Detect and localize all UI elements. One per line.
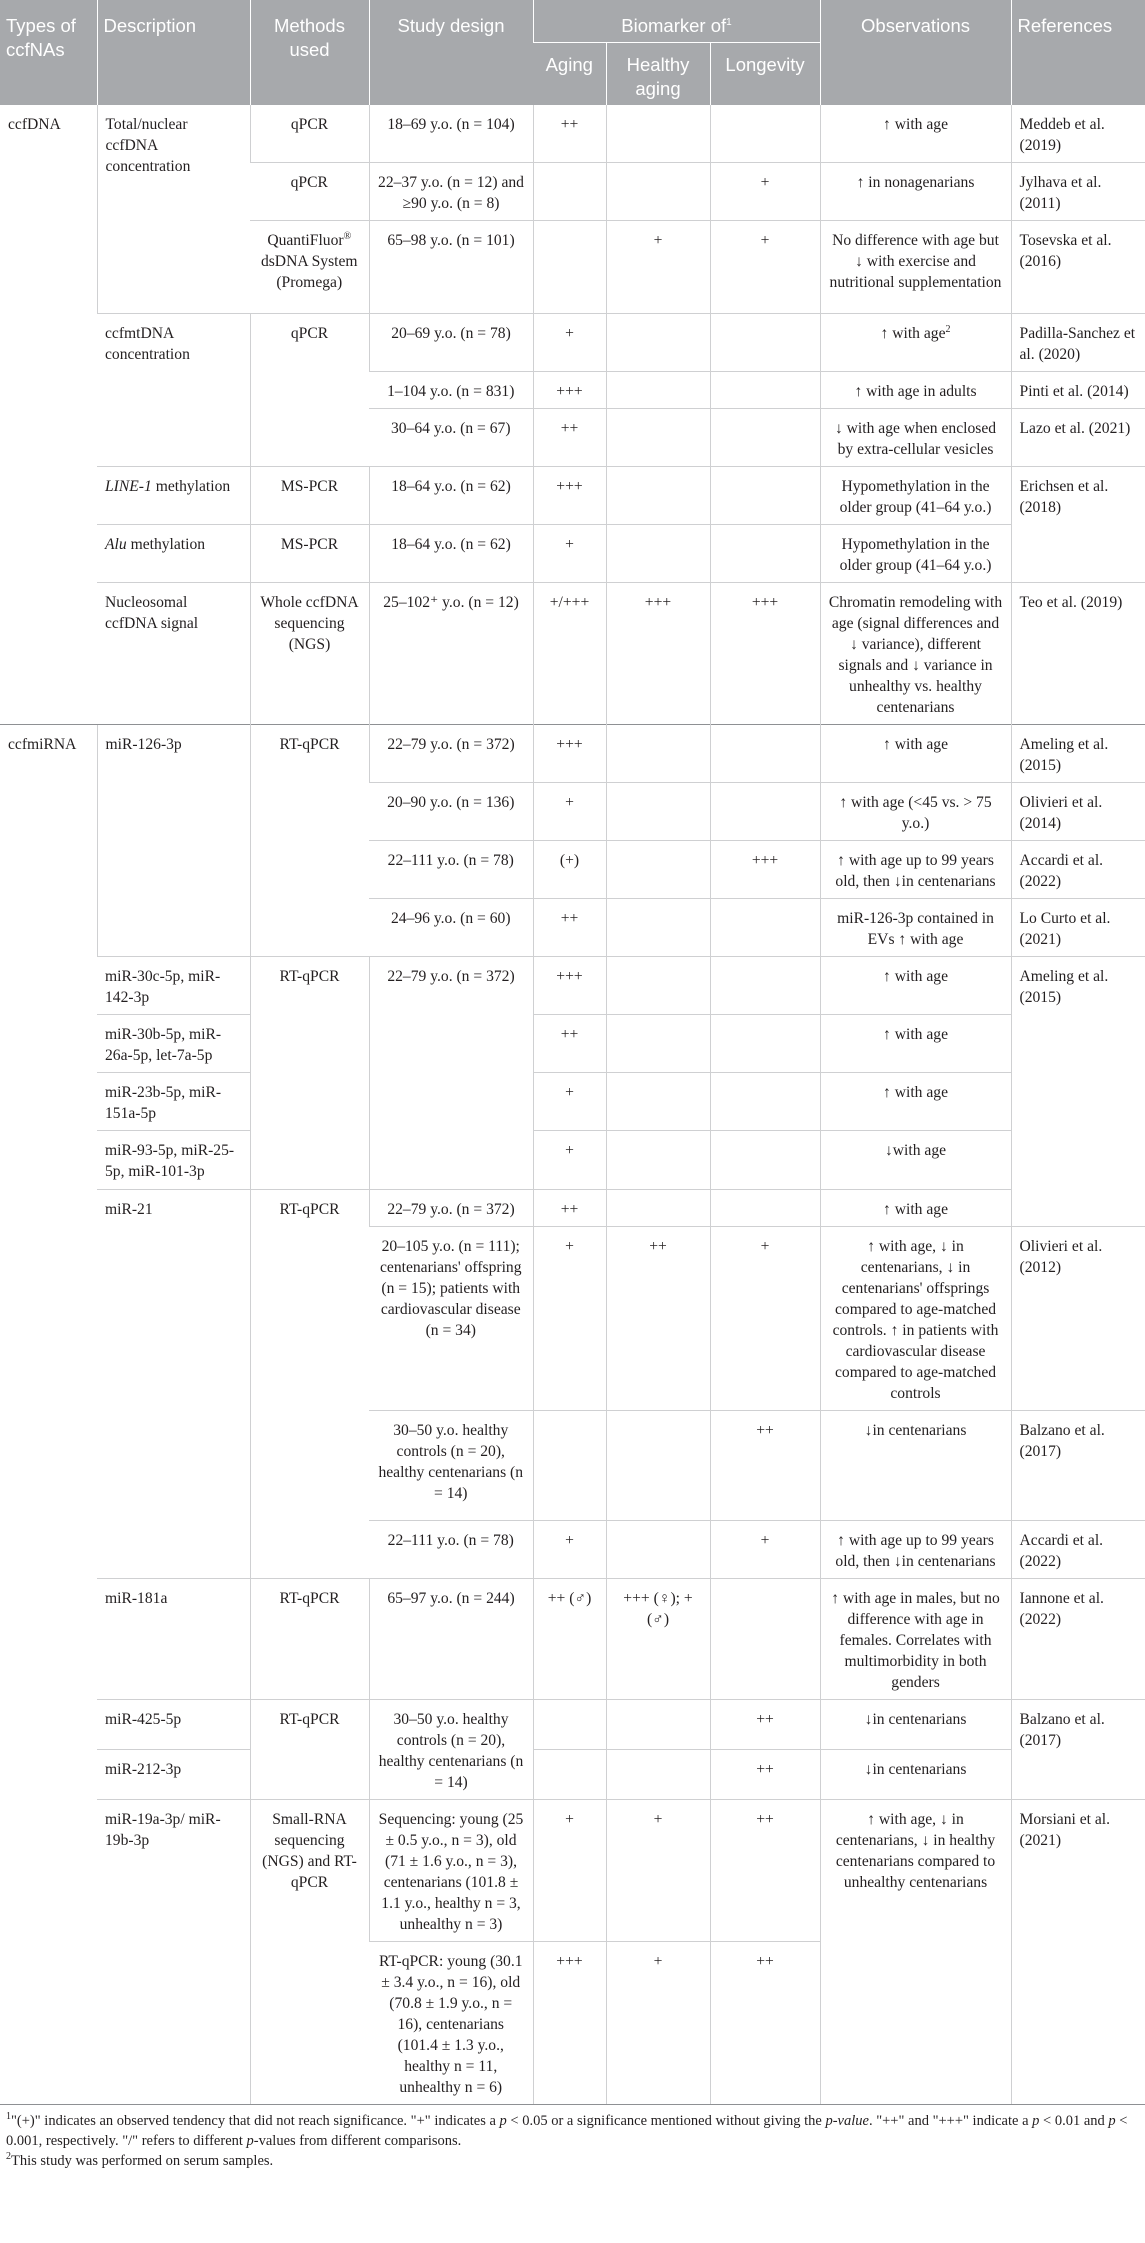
- healthy-aging-cell: [606, 467, 710, 525]
- reference-cell: Balzano et al. (2017): [1011, 1411, 1145, 1521]
- healthy-aging-cell: ++: [606, 1227, 710, 1411]
- table-row: [0, 1750, 1145, 1800]
- table-row: [0, 1015, 1145, 1073]
- aging-cell: [533, 221, 606, 314]
- footnote-2-marker: 2: [6, 2151, 11, 2163]
- method-cell: RT-qPCR: [250, 1579, 369, 1700]
- description-cell: miR-93-5p, miR-25-5p, miR-101-3p: [97, 1131, 250, 1190]
- table-row: [0, 314, 1145, 372]
- observation-cell: ↑ with age: [820, 1073, 1011, 1131]
- longevity-cell: +: [710, 1227, 820, 1411]
- healthy-aging-cell: +: [606, 221, 710, 314]
- footnote-1-text-b: < 0.05 or a significance mentioned without giving the: [506, 2113, 826, 2129]
- header-study-design: Study design: [369, 0, 533, 105]
- reference-cell: Olivieri et al. (2012): [1011, 1227, 1145, 1411]
- aging-cell: [533, 1700, 606, 1750]
- description-cell: Nucleosomal ccfDNA signal: [97, 583, 250, 725]
- aging-cell: +++: [533, 957, 606, 1015]
- longevity-cell: [710, 1073, 820, 1131]
- header-healthy-aging: Healthy aging: [606, 43, 710, 106]
- aging-cell: ++: [533, 409, 606, 467]
- design-cell: 22–111 y.o. (n = 78): [369, 1521, 533, 1579]
- method-cell: RT-qPCR: [250, 957, 369, 1190]
- observation-cell: ↑ with age: [820, 725, 1011, 783]
- longevity-cell: [710, 783, 820, 841]
- header-biomarker-label: Biomarker of: [621, 15, 727, 36]
- longevity-cell: +++: [710, 583, 820, 725]
- design-cell: 20–90 y.o. (n = 136): [369, 783, 533, 841]
- observation-text: ↑ with age: [880, 325, 946, 342]
- aging-cell: +++: [533, 725, 606, 783]
- observation-cell: ↓in centenarians: [820, 1700, 1011, 1750]
- design-cell: 22–79 y.o. (n = 372): [369, 725, 533, 783]
- design-cell: 24–96 y.o. (n = 60): [369, 899, 533, 957]
- healthy-aging-cell: [606, 105, 710, 163]
- reference-cell: Olivieri et al. (2014): [1011, 783, 1145, 841]
- observation-cell: ↑ with age, ↓ in centenarians, ↓ in healthy centenarians compared to unhealthy centenarians: [820, 1800, 1011, 2105]
- description-cell: miR-425-5p: [97, 1700, 250, 1750]
- method-cell: Small-RNA sequencing (NGS) and RT-qPCR: [250, 1800, 369, 2105]
- reference-cell: Tosevska et al. (2016): [1011, 221, 1145, 314]
- healthy-aging-cell: [606, 1131, 710, 1190]
- observation-cell: ↑ with age, ↓ in centenarians, ↓ in centenarians' offsprings compared to age-matched controls. ↑ in patients with cardiovascular disease compared to age-matched controls: [820, 1227, 1011, 1411]
- method-cell: MS-PCR: [250, 525, 369, 583]
- header-observations: Observations: [820, 0, 1011, 105]
- healthy-aging-cell: [606, 1190, 710, 1227]
- observation-cell: ↑ with age: [820, 1015, 1011, 1073]
- aging-cell: +: [533, 1227, 606, 1411]
- observation-cell: ↓with age: [820, 1131, 1011, 1190]
- aging-cell: +++: [533, 372, 606, 409]
- design-cell: 22–111 y.o. (n = 78): [369, 841, 533, 899]
- healthy-aging-cell: +++: [606, 583, 710, 725]
- footnote-1-text-f: -values from different comparisons.: [253, 2133, 462, 2149]
- observation-cell: ↑ with age: [820, 1190, 1011, 1227]
- reference-cell: Morsiani et al. (2021): [1011, 1800, 1145, 2105]
- method-cell: RT-qPCR: [250, 725, 369, 957]
- footnote-1-p3: p: [1032, 2113, 1040, 2129]
- longevity-cell: [710, 1579, 820, 1700]
- reference-cell: Lazo et al. (2021): [1011, 409, 1145, 467]
- aging-cell: +++: [533, 467, 606, 525]
- description-cell: miR-126-3p: [97, 725, 250, 957]
- table-row: [0, 1800, 1145, 1942]
- design-cell: 30–64 y.o. (n = 67): [369, 409, 533, 467]
- healthy-aging-cell: [606, 525, 710, 583]
- aging-cell: +++: [533, 1942, 606, 2105]
- longevity-cell: [710, 409, 820, 467]
- longevity-cell: ++: [710, 1750, 820, 1800]
- longevity-cell: +: [710, 1521, 820, 1579]
- reference-cell: Lo Curto et al. (2021): [1011, 899, 1145, 957]
- description-cell: miR-30c-5p, miR-142-3p: [97, 957, 250, 1015]
- longevity-cell: +: [710, 221, 820, 314]
- healthy-aging-cell: [606, 1750, 710, 1800]
- healthy-aging-cell: [606, 1521, 710, 1579]
- group-cell-ccfdna: ccfDNA: [8, 116, 61, 133]
- aging-cell: ++: [533, 1015, 606, 1073]
- footnote-1-text-a: "(+)" indicates an observed tendency that did not reach significance. "+" indicates a: [11, 2113, 500, 2129]
- header-methods: Methods used: [250, 0, 369, 105]
- longevity-cell: [710, 1190, 820, 1227]
- table-row: [0, 105, 1145, 163]
- method-name: QuantiFluor: [267, 232, 344, 249]
- aging-cell: [533, 1750, 606, 1800]
- footnote-1-text-e: < 0.001, respectively. "/" refers to different: [6, 2113, 1128, 2149]
- healthy-aging-cell: [606, 841, 710, 899]
- footnote-1-text-d: < 0.01 and: [1039, 2113, 1109, 2129]
- healthy-aging-cell: [606, 1700, 710, 1750]
- method-cell: RT-qPCR: [250, 1700, 369, 1800]
- method-cell: qPCR: [250, 314, 369, 467]
- gene-name: LINE-1: [105, 478, 152, 495]
- method-detail: dsDNA System (Promega): [260, 253, 358, 291]
- description-text: methylation: [130, 536, 206, 553]
- description-cell: miR-23b-5p, miR-151a-5p: [97, 1073, 250, 1131]
- observation-cell: ↑ with age in adults: [820, 372, 1011, 409]
- reference-cell: Meddeb et al. (2019): [1011, 105, 1145, 163]
- footnote-1-p2: p-value: [825, 2113, 869, 2129]
- observation-cell: ↑ with age: [820, 105, 1011, 163]
- design-cell: 20–69 y.o. (n = 78): [369, 314, 533, 372]
- method-cell: qPCR: [250, 105, 369, 163]
- observation-cell: ↓in centenarians: [820, 1750, 1011, 1800]
- healthy-aging-cell: [606, 725, 710, 783]
- healthy-aging-cell: [606, 1411, 710, 1521]
- method-cell: Whole ccfDNA sequencing (NGS): [250, 583, 369, 725]
- footnote-1: [6, 2111, 1139, 2151]
- method-cell: [250, 221, 369, 314]
- aging-cell: +: [533, 1073, 606, 1131]
- design-cell: 22–79 y.o. (n = 372): [369, 957, 533, 1190]
- description-cell: miR-19a-3p/ miR-19b-3p: [97, 1800, 250, 2105]
- observation-cell: ↑ with age (<45 vs. > 75 y.o.): [820, 783, 1011, 841]
- table-row: [0, 525, 1145, 583]
- table-row: [0, 583, 1145, 725]
- healthy-aging-cell: [606, 899, 710, 957]
- description-cell: miR-21: [97, 1190, 250, 1579]
- aging-cell: ++: [533, 105, 606, 163]
- header-types: Types of ccfNAs: [0, 0, 97, 105]
- observation-cell: Chromatin remodeling with age (signal differences and ↓ variance), different signals and ↓ variance in unhealthy vs. healthy centenarians: [820, 583, 1011, 725]
- table-row: [0, 1579, 1145, 1700]
- aging-cell: +: [533, 1131, 606, 1190]
- longevity-cell: [710, 1015, 820, 1073]
- reference-cell: Erichsen et al. (2018): [1011, 467, 1145, 583]
- reference-cell: Padilla-Sanchez et al. (2020): [1011, 314, 1145, 372]
- table-row: [0, 1131, 1145, 1190]
- design-cell: 22–79 y.o. (n = 372): [369, 1190, 533, 1227]
- reference-cell: Accardi et al. (2022): [1011, 841, 1145, 899]
- observation-cell: ↑ with age up to 99 years old, then ↓in centenarians: [820, 1521, 1011, 1579]
- longevity-cell: +: [710, 163, 820, 221]
- aging-cell: +: [533, 1521, 606, 1579]
- reference-cell: Teo et al. (2019): [1011, 583, 1145, 725]
- healthy-aging-cell: [606, 1073, 710, 1131]
- design-cell: 1–104 y.o. (n = 831): [369, 372, 533, 409]
- footnote-1-marker: 1: [6, 2111, 11, 2123]
- longevity-cell: ++: [710, 1700, 820, 1750]
- observation-cell: [820, 314, 1011, 372]
- table-footnotes: [0, 2104, 1145, 2171]
- method-cell: MS-PCR: [250, 467, 369, 525]
- group-cell-ccfmirna: ccfmiRNA: [0, 725, 97, 2105]
- reference-cell: Ameling et al. (2015): [1011, 957, 1145, 1190]
- design-cell: 30–50 y.o. healthy controls (n = 20), healthy centenarians (n = 14): [369, 1411, 533, 1521]
- healthy-aging-cell: [606, 409, 710, 467]
- footnote-1-text-c: . "++" and "+++" indicate a: [868, 2113, 1033, 2129]
- method-cell: qPCR: [250, 163, 369, 221]
- observation-cell: ↑ with age up to 99 years old, then ↓in centenarians: [820, 841, 1011, 899]
- observation-cell: miR-126-3p contained in EVs ↑ with age: [820, 899, 1011, 957]
- description-cell: miR-30b-5p, miR-26a-5p, let-7a-5p: [97, 1015, 250, 1073]
- aging-cell: +: [533, 783, 606, 841]
- longevity-cell: ++: [710, 1942, 820, 2105]
- longevity-cell: [710, 899, 820, 957]
- healthy-aging-cell: [606, 372, 710, 409]
- longevity-cell: [710, 372, 820, 409]
- design-cell: Sequencing: young (25 ± 0.5 y.o., n = 3), old (71 ± 1.6 y.o., n = 3), centenarians (101.8 ± 1.1 y.o., healthy n = 3, unhealthy n = 3): [369, 1800, 533, 1942]
- design-cell: 25–102⁺ y.o. (n = 12): [369, 583, 533, 725]
- aging-cell: [533, 163, 606, 221]
- design-cell: 20–105 y.o. (n = 111); centenarians' offspring (n = 15); patients with cardiovascular disease (n = 34): [369, 1227, 533, 1411]
- footnote-2: [6, 2151, 1139, 2171]
- healthy-aging-cell: +: [606, 1942, 710, 2105]
- longevity-cell: [710, 314, 820, 372]
- aging-cell: ++: [533, 899, 606, 957]
- gene-name: Alu: [105, 536, 127, 553]
- footnote-1-p1: p: [499, 2113, 507, 2129]
- design-cell: 65–97 y.o. (n = 244): [369, 1579, 533, 1700]
- longevity-cell: ++: [710, 1800, 820, 1942]
- observation-cell: ↑ with age in males, but no difference with age in females. Correlates with multimorbidity in both genders: [820, 1579, 1011, 1700]
- aging-cell: [533, 1411, 606, 1521]
- registered-mark: ®: [343, 230, 352, 242]
- header-references: References: [1011, 0, 1145, 105]
- design-cell: RT-qPCR: young (30.1 ± 3.4 y.o., n = 16), old (70.8 ± 1.9 y.o., n = 16), centenarians (101.4 ± 1.3 y.o., healthy n = 11, unhealthy n = 6): [369, 1942, 533, 2105]
- longevity-cell: [710, 725, 820, 783]
- reference-cell: Ameling et al. (2015): [1011, 725, 1145, 783]
- description-cell: miR-212-3p: [97, 1750, 250, 1800]
- table-header: [0, 0, 1145, 105]
- observation-cell: ↑ with age: [820, 957, 1011, 1015]
- design-cell: 18–64 y.o. (n = 62): [369, 467, 533, 525]
- observation-cell: Hypomethylation in the older group (41–64 y.o.): [820, 525, 1011, 583]
- aging-cell: ++: [533, 1190, 606, 1227]
- table-body: [0, 105, 1145, 2104]
- aging-cell: +: [533, 525, 606, 583]
- healthy-aging-cell: +: [606, 1800, 710, 1942]
- longevity-cell: [710, 957, 820, 1015]
- table-row: [0, 1190, 1145, 1227]
- design-cell: 65–98 y.o. (n = 101): [369, 221, 533, 314]
- healthy-aging-cell: +++ (♀); + (♂): [606, 1579, 710, 1700]
- aging-cell: +: [533, 314, 606, 372]
- table-row: [0, 1700, 1145, 1750]
- reference-cell-empty: [1011, 1190, 1145, 1227]
- observation-cell: ↓in centenarians: [820, 1411, 1011, 1521]
- footnote-ref-2: 2: [945, 323, 951, 335]
- header-biomarker: [533, 0, 820, 43]
- aging-cell: +: [533, 1800, 606, 1942]
- longevity-cell: [710, 105, 820, 163]
- aging-cell: (+): [533, 841, 606, 899]
- healthy-aging-cell: [606, 163, 710, 221]
- description-cell: miR-181a: [97, 1579, 250, 1700]
- design-cell: 18–64 y.o. (n = 62): [369, 525, 533, 583]
- header-description: Description: [97, 0, 250, 105]
- reference-cell: Pinti et al. (2014): [1011, 372, 1145, 409]
- design-cell: 18–69 y.o. (n = 104): [369, 105, 533, 163]
- description-cell: [97, 467, 250, 525]
- header-biomarker-footnote-ref: 1: [726, 16, 732, 28]
- healthy-aging-cell: [606, 314, 710, 372]
- healthy-aging-cell: [606, 1015, 710, 1073]
- description-cell: Total/nuclear ccfDNA concentration: [97, 105, 250, 314]
- header-aging: Aging: [533, 43, 606, 106]
- reference-cell: Accardi et al. (2022): [1011, 1521, 1145, 1579]
- footnote-1-p5: p: [246, 2133, 254, 2149]
- reference-cell: Balzano et al. (2017): [1011, 1700, 1145, 1800]
- aging-cell: ++ (♂): [533, 1579, 606, 1700]
- footnote-1-p4: p: [1108, 2113, 1116, 2129]
- longevity-cell: [710, 1131, 820, 1190]
- method-cell: RT-qPCR: [250, 1190, 369, 1579]
- observation-cell: Hypomethylation in the older group (41–64 y.o.): [820, 467, 1011, 525]
- reference-cell: Jylhava et al. (2011): [1011, 163, 1145, 221]
- description-text: methylation: [155, 478, 231, 495]
- table-row: [0, 1073, 1145, 1131]
- design-cell: 30–50 y.o. healthy controls (n = 20), healthy centenarians (n = 14): [369, 1700, 533, 1800]
- longevity-cell: +++: [710, 841, 820, 899]
- description-cell: ccfmtDNA concentration: [97, 314, 250, 467]
- design-cell: 22–37 y.o. (n = 12) and ≥90 y.o. (n = 8): [369, 163, 533, 221]
- observation-cell: ↑ in nonagenarians: [820, 163, 1011, 221]
- healthy-aging-cell: [606, 783, 710, 841]
- footnote-2-text: This study was performed on serum samples.: [11, 2153, 274, 2169]
- reference-cell: Iannone et al. (2022): [1011, 1579, 1145, 1700]
- header-longevity: Longevity: [710, 43, 820, 106]
- observation-cell: ↓ with age when enclosed by extra-cellular vesicles: [820, 409, 1011, 467]
- longevity-cell: [710, 467, 820, 525]
- longevity-cell: [710, 525, 820, 583]
- table-row: [0, 725, 1145, 783]
- description-cell: [97, 525, 250, 583]
- table-row: [0, 957, 1145, 1015]
- healthy-aging-cell: [606, 957, 710, 1015]
- longevity-cell: ++: [710, 1411, 820, 1521]
- observation-cell: No difference with age but ↓ with exercise and nutritional supplementation: [820, 221, 1011, 314]
- table-row: [0, 467, 1145, 525]
- aging-cell: +/+++: [533, 583, 606, 725]
